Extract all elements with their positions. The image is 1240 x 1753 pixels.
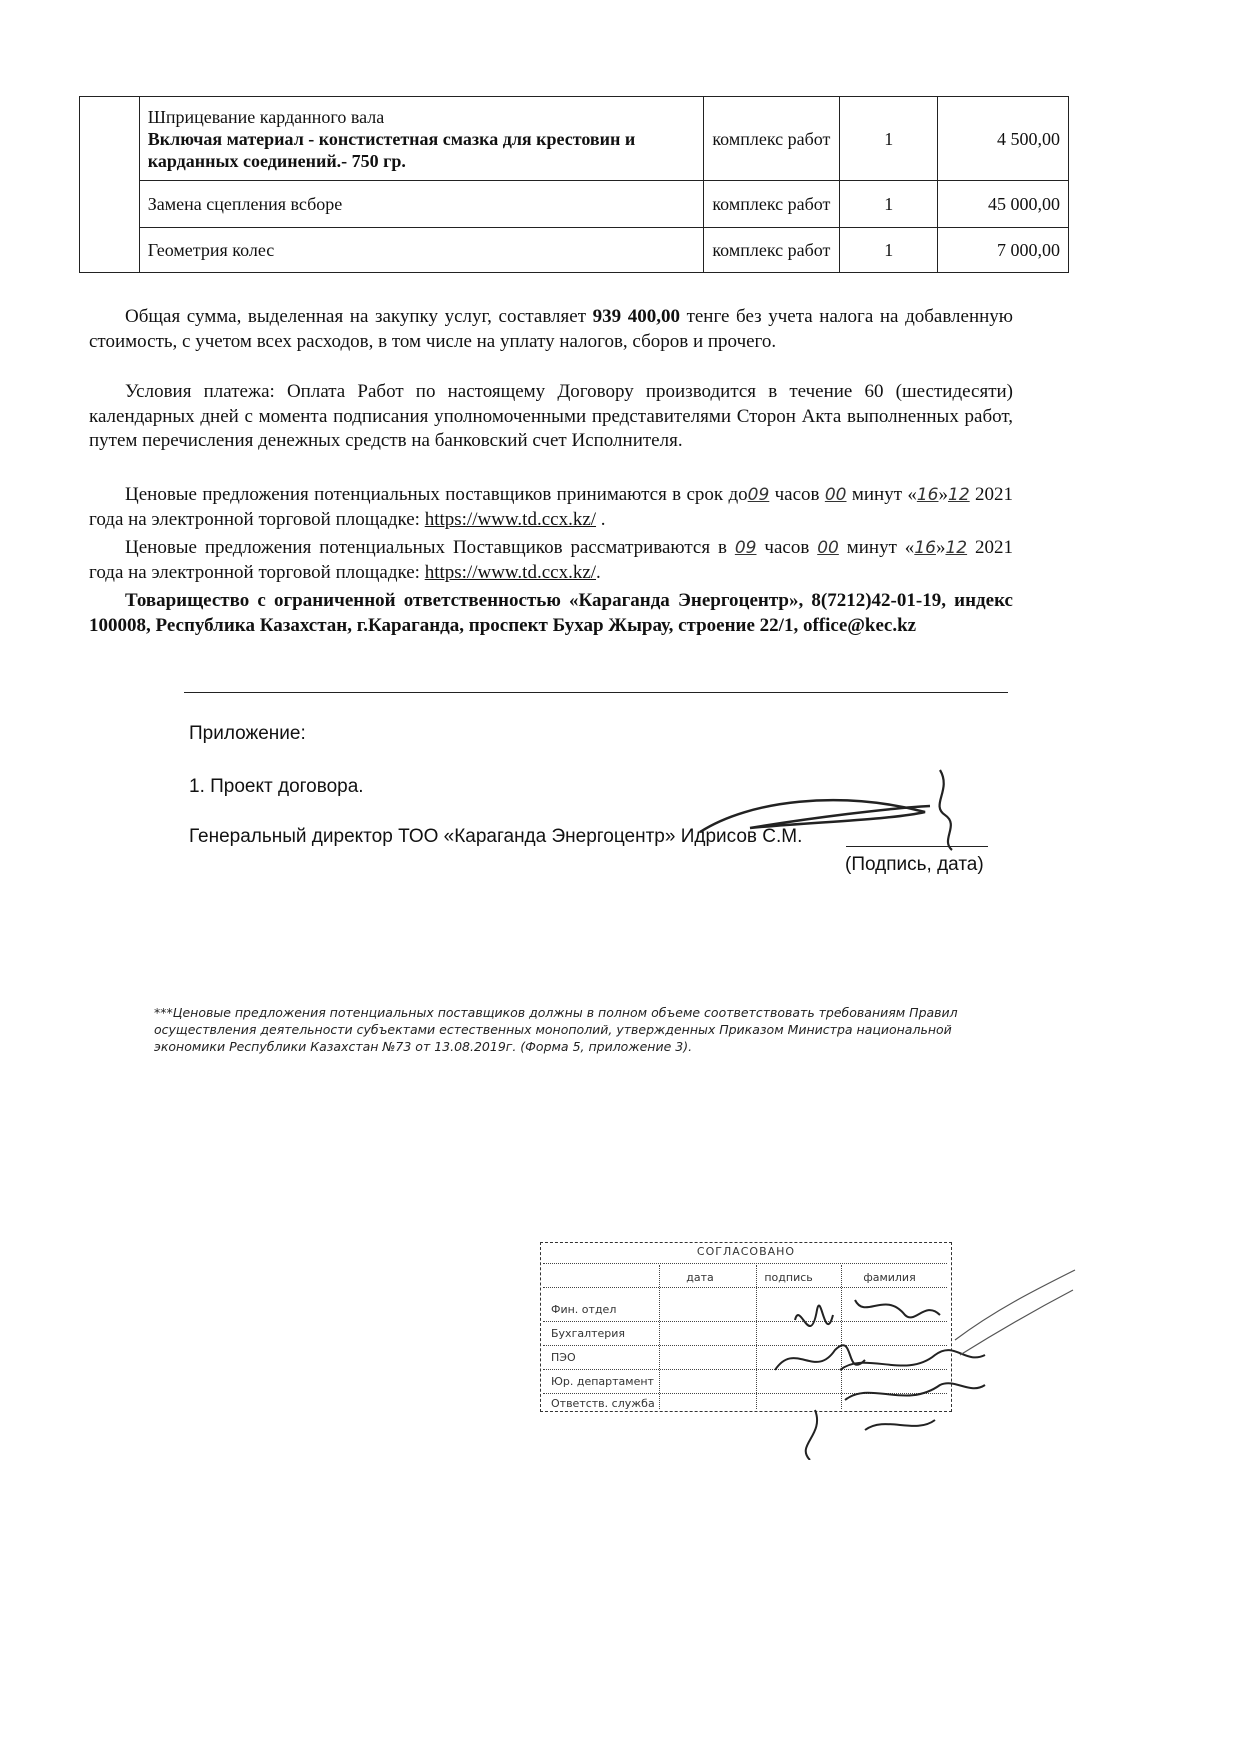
text: . [596, 561, 601, 583]
text: . [596, 508, 606, 530]
text: Ценовые предложения потенциальных Поставщиков рассматриваются в [125, 537, 735, 558]
table-row [80, 97, 1069, 181]
stamp-title: СОГЛАСОВАНО [696, 1245, 796, 1258]
table-cell-qty: 1 [840, 97, 938, 181]
description-plain: Шприцевание карданного вала [147, 106, 385, 127]
stamp-vline [659, 1265, 660, 1409]
director-signature [690, 760, 990, 860]
stamp-row-label: Фин. отдел [551, 1303, 617, 1316]
table-cell-sum: 4 500,00 [938, 97, 1069, 181]
stamp-signatures [755, 1260, 1085, 1460]
table-cell-unit: комплекс работ [703, 97, 840, 181]
stamp-col-name: фамилия [863, 1271, 916, 1284]
signature-caption: (Подпись, дата) [845, 854, 984, 875]
table-row [80, 181, 1069, 228]
table-cell-sum: 7 000,00 [938, 228, 1069, 273]
table-cell-qty: 1 [840, 228, 938, 273]
table-cell-description: Геометрия колес [139, 228, 703, 273]
handwritten-hours: 09 [747, 485, 770, 505]
text: » [938, 484, 948, 505]
description-bold: Включая материал - констистетная смазка для крестовин и карданных соединений.- 750 гр. [147, 128, 636, 171]
trading-platform-link[interactable]: https://www.td.ccx.kz/ [424, 508, 597, 530]
offers-accepted-paragraph [89, 483, 1013, 532]
company-details-paragraph: Товарищество с ограниченной ответственностью «Караганда Энергоцентр», 8(7212)42-01-19, индекс 100008, Республика Казахстан, г.Караганда, проспект Бухар Жырау, строение 22/1, office@kec.kz [89, 590, 1013, 636]
offers-reviewed-paragraph [89, 536, 1013, 585]
stamp-row-label: Бухгалтерия [551, 1327, 626, 1340]
table-cell-sum: 45 000,00 [938, 181, 1069, 228]
trading-platform-link[interactable]: https://www.td.ccx.kz/ [424, 561, 597, 583]
stamp-col-date: дата [686, 1271, 714, 1284]
table-cell-description: Замена сцепления всборе [139, 181, 703, 228]
total-amount: 939 400,00 [592, 306, 680, 327]
handwritten-month: 12 [948, 485, 970, 505]
text: Общая сумма, выделенная на закупку услуг, составляет [125, 306, 593, 327]
handwritten-minutes: 00 [824, 485, 847, 505]
text: часов [756, 537, 818, 558]
handwritten-day: 16 [916, 485, 939, 505]
text: минут « [838, 537, 915, 558]
stamp-row-label: ПЭО [551, 1351, 576, 1364]
stamp-col-signature: подпись [764, 1271, 813, 1284]
text: тенге без учета налога на добавленную стоимость, с учетом всех расходов, в том числе на уплату налогов, сборов и прочего. [89, 306, 1013, 352]
director-line: Генеральный директор ТОО «Караганда Энергоцентр» Идрисов С.М. [189, 826, 803, 847]
text: часов [769, 484, 825, 505]
table-cell-qty: 1 [840, 181, 938, 228]
text: минут « [846, 484, 917, 505]
text: 2021 года на электронной торговой площадке: [89, 484, 1013, 530]
handwritten-month: 12 [945, 538, 968, 558]
text: 2021 года на электронной торговой площадке: [89, 537, 1013, 583]
handwritten-minutes: 00 [817, 538, 839, 558]
services-table [79, 96, 1069, 273]
appendix-title: Приложение: [189, 723, 306, 744]
appendix-item: 1. Проект договора. [189, 776, 364, 797]
handwritten-hours: 09 [734, 538, 757, 558]
handwritten-day: 16 [914, 538, 936, 558]
table-cell-unit: комплекс работ [703, 181, 840, 228]
table-index-cell [80, 97, 140, 273]
total-amount-paragraph [89, 305, 1013, 354]
stamp-row-label: Ответств. служба [551, 1397, 655, 1410]
stamp-row-label: Юр. департамент [551, 1375, 654, 1388]
payment-terms-paragraph: Условия платежа: Оплата Работ по настоящему Договору производится в течение 60 (шестидесяти) календарных дней с момента подписания уполномоченными представителями Сторон Акта выполненных работ, путем перечисления денежных средств на банковский счет Исполнителя. [89, 381, 1013, 451]
divider [184, 692, 1008, 693]
table-cell-description [139, 97, 703, 181]
table-row [80, 228, 1069, 273]
text: » [935, 537, 946, 558]
footnote: ***Ценовые предложения потенциальных поставщиков должны в полном объеме соответствовать требованиям Правил осуществления деятельности субъектами естественных монополий, утвержденных Приказом Министра национальной экономики Республики Казахстан №73 от 13.08.2019г. (Форма 5, приложение 3). [154, 1005, 958, 1054]
text: Ценовые предложения потенциальных поставщиков принимаются в срок до [125, 484, 748, 505]
table-cell-unit: комплекс работ [703, 228, 840, 273]
